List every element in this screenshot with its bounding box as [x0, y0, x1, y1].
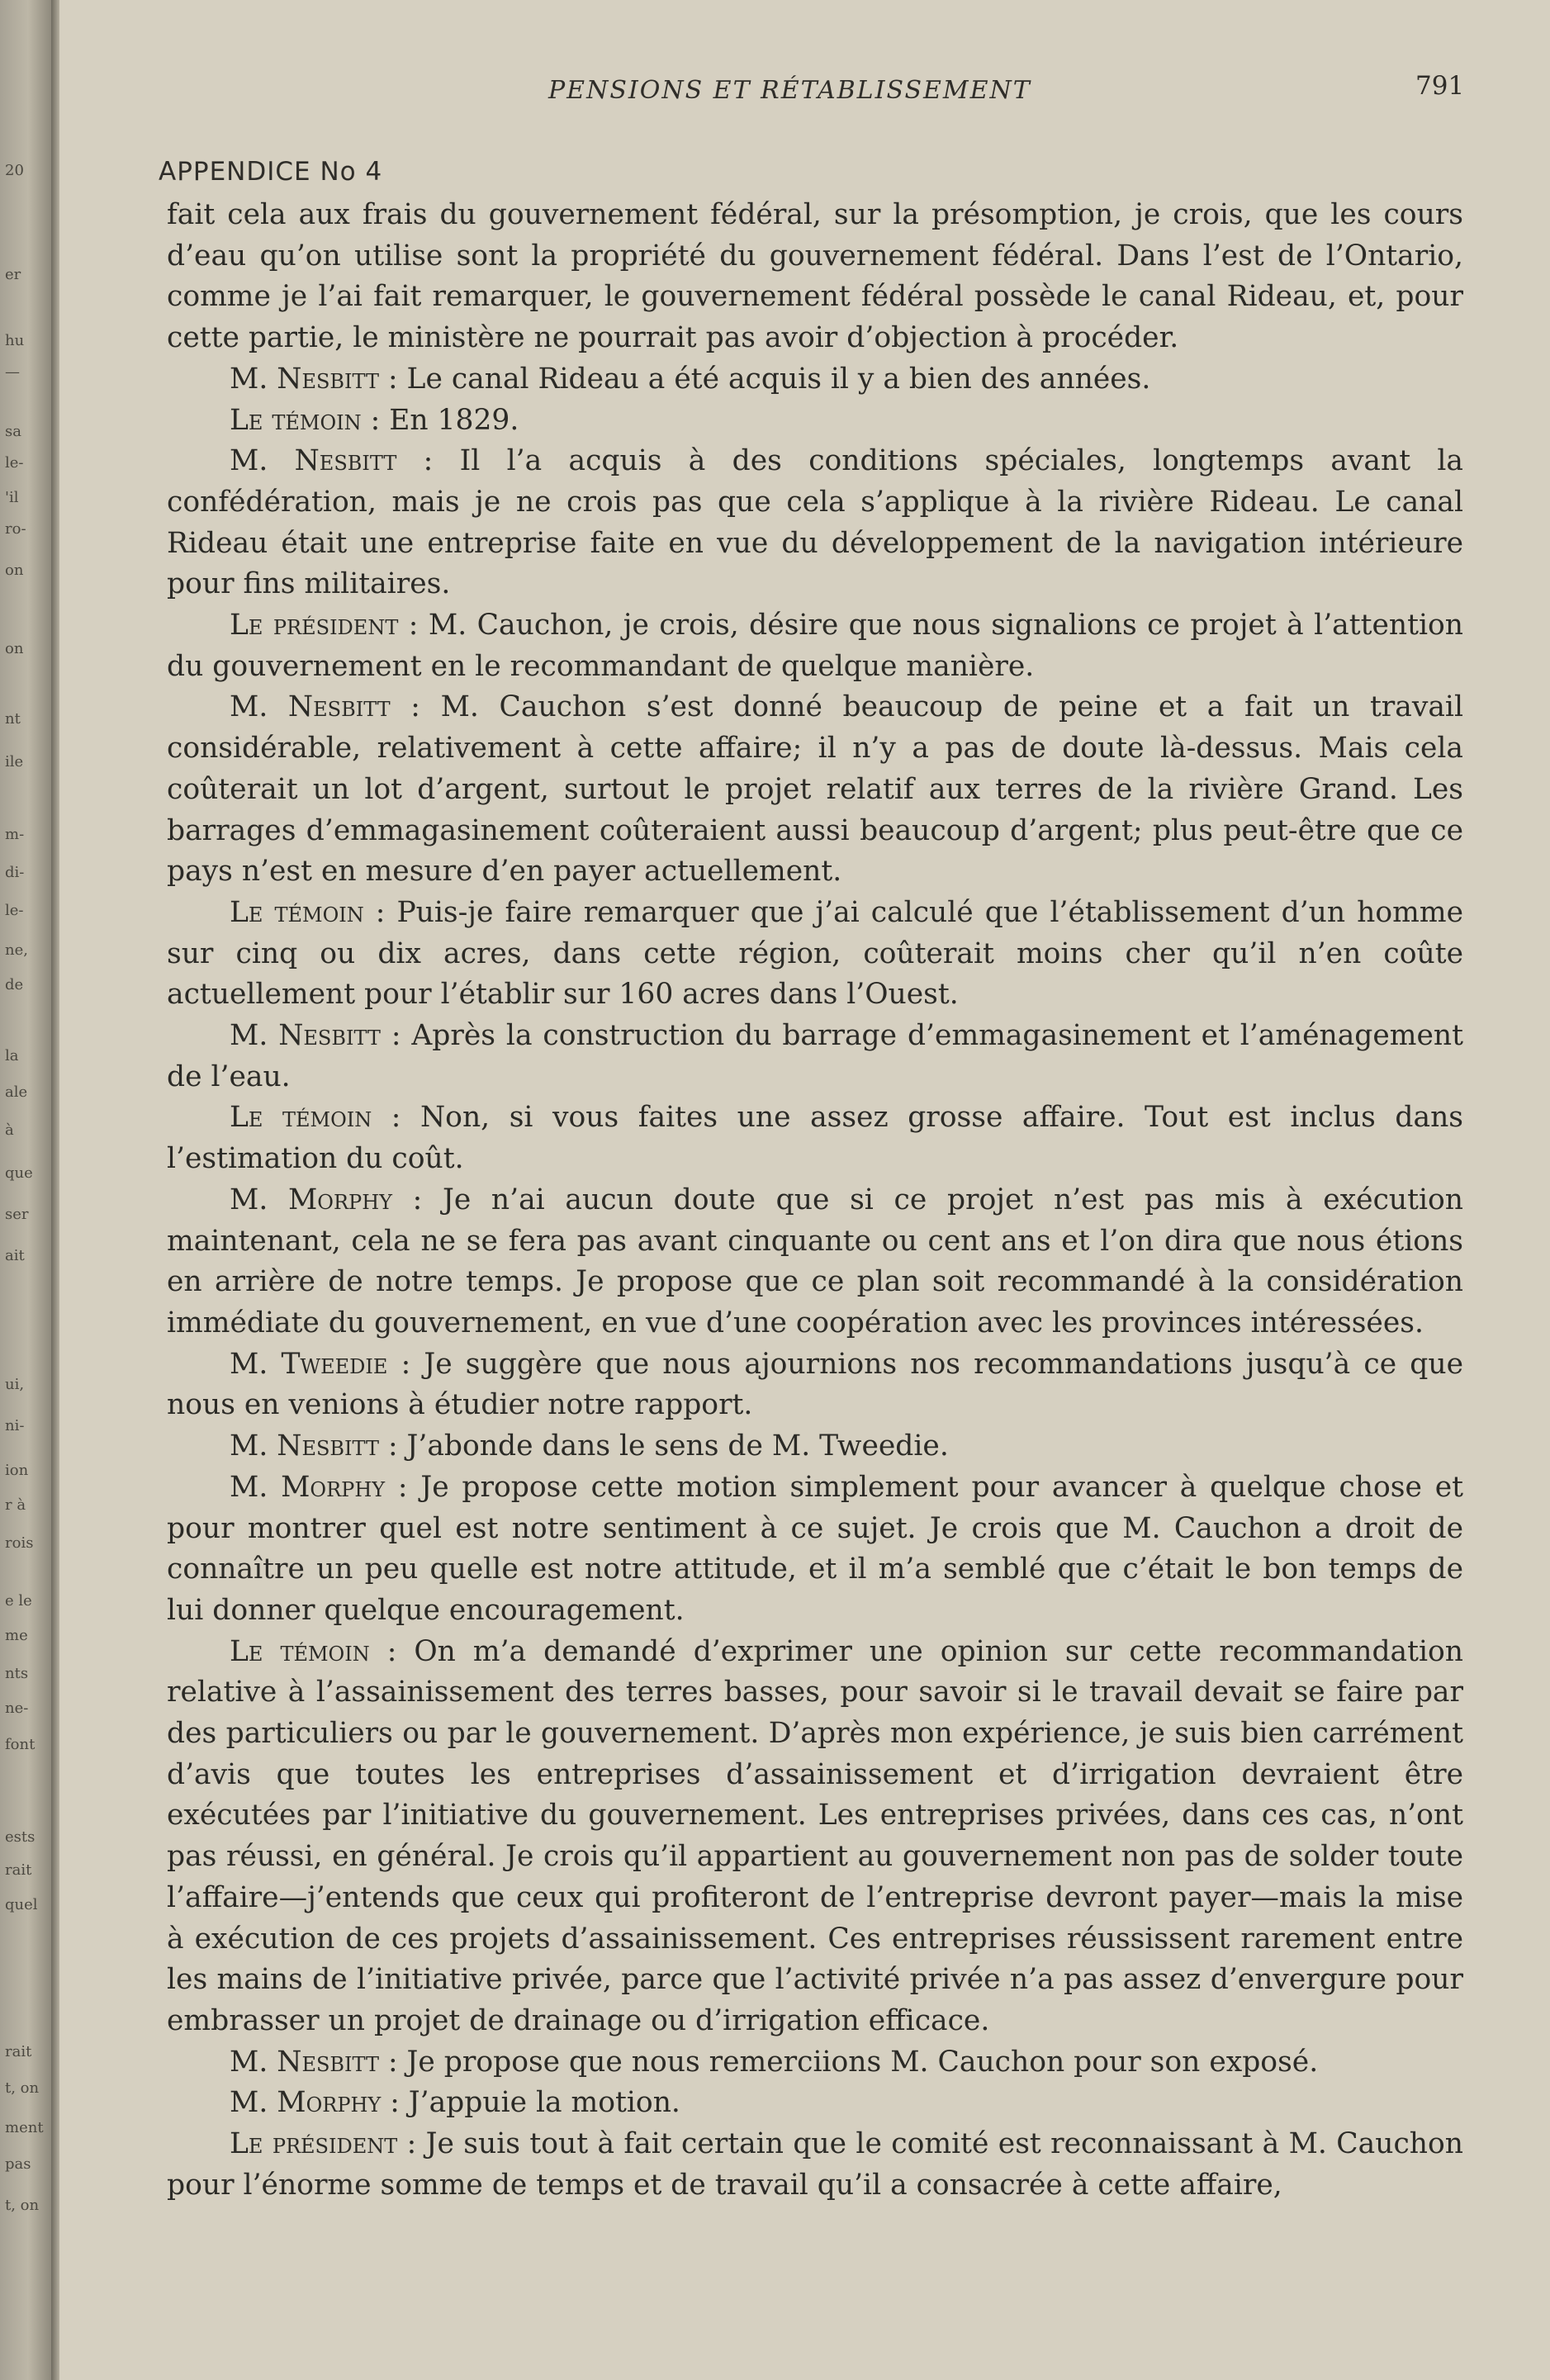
speaker-name: M. Nesbitt :: [230, 1429, 398, 1463]
margin-fragment: r à: [5, 1496, 26, 1514]
speaker-name: M. Tweedie :: [230, 1347, 411, 1381]
speaker-name: Le témoin :: [230, 895, 386, 929]
speaker-name: M. Morphy :: [230, 1470, 408, 1504]
speaker-name: Le président :: [230, 609, 419, 642]
paragraph-text: En 1829.: [380, 403, 519, 437]
paragraph-text: Je suggère que nous ajournions nos recommandations jusqu’à ce que nous en venions à étudier notre rapport.: [167, 1347, 1463, 1422]
speaker-name: M. Morphy :: [230, 1183, 423, 1216]
margin-fragment: ser: [5, 1206, 29, 1223]
margin-fragment: rois: [5, 1534, 34, 1552]
testimony-paragraph: [167, 1180, 1463, 1344]
margin-fragment: 'il: [5, 489, 19, 506]
testimony-paragraph: [167, 1016, 1463, 1098]
margin-fragment: —: [5, 363, 20, 381]
margin-fragment: hu: [5, 332, 25, 349]
paragraph-text: M. Cauchon, je crois, désire que nous signalions ce projet à l’attention du gouvernement en le recommandant de quelque manière.: [167, 609, 1464, 683]
body-text: [167, 195, 1463, 2206]
paragraph-text: On m’a demandé d’exprimer une opinion sur cette recommandation relative à l’assainissement des terres basses, pour savoir si le travail devait se faire par des particuliers ou par le gouvernement. D’après mon expérience, je suis bien carrément d’avis que toutes les entreprises d’assainissement et d’irrigation devraient être exécutées par l’initiative du gouvernement. Les entreprises privées, dans ces cas, n’ont pas réussi, en général. Je crois qu’il appartient au gouvernement non pas de solder toute l’affaire—j’entends que ceux qui profiteront de l’entreprise devront payer—mais la mise à exécution de ces projets d’assainissement. Ces entreprises réussissent rarement entre les mains de l’initiative privée, parce que l’activité privée n’a pas assez d’envergure pour embrasser un projet de drainage ou d’irrigation efficace.: [167, 1634, 1463, 2037]
book-spine-shadow: [51, 0, 59, 2380]
paragraph-text: Je propose que nous remerciions M. Cauchon pour son exposé.: [397, 2045, 1319, 2079]
speaker-name: M. Nesbitt :: [230, 1019, 401, 1053]
testimony-paragraph: [167, 2083, 1463, 2124]
margin-fragment: ests: [5, 1828, 36, 1846]
speaker-name: Le témoin :: [230, 1101, 401, 1135]
margin-fragment: sa: [5, 423, 21, 440]
testimony-paragraph: [167, 1467, 1463, 1632]
testimony-paragraph: [167, 441, 1463, 605]
testimony-paragraph: [167, 1632, 1463, 2042]
margin-fragment: ion: [5, 1462, 29, 1479]
document-page: [59, 0, 1550, 2380]
speaker-name: M. Morphy :: [230, 2086, 400, 2120]
testimony-paragraph: [167, 359, 1463, 401]
margin-fragment: la: [5, 1047, 19, 1064]
testimony-paragraph: [167, 2042, 1463, 2084]
margin-fragment: t, on: [5, 2079, 40, 2097]
testimony-paragraph: [167, 687, 1463, 893]
margin-fragment: le-: [5, 902, 24, 919]
left-margin-previous-page: [0, 0, 51, 2380]
margin-fragment: di-: [5, 864, 25, 881]
margin-fragment: nt: [5, 710, 21, 728]
margin-fragment: ment: [5, 2119, 44, 2136]
margin-fragment: me: [5, 1627, 28, 1644]
margin-fragment: rait: [5, 2043, 32, 2060]
paragraph-text: Je suis tout à fait certain que le comité est reconnaissant à M. Cauchon pour l’énorme somme de temps et de travail qu’il a consacrée à cette affaire,: [167, 2127, 1463, 2202]
testimony-paragraph: [167, 1098, 1463, 1179]
margin-fragment: ait: [5, 1247, 25, 1264]
margin-fragment: ui,: [5, 1376, 25, 1393]
margin-fragment: on: [5, 562, 24, 579]
continued-paragraph: [167, 195, 1463, 359]
testimony-paragraph: [167, 1426, 1463, 1467]
paragraph-text: Après la construction du barrage d’emmagasinement et l’aménagement de l’eau.: [167, 1019, 1463, 1093]
speaker-name: M. Nesbitt :: [230, 362, 398, 396]
paragraph-text: Je propose cette motion simplement pour avancer à quelque chose et pour montrer quel est notre sentiment à ce sujet. Je crois que M. Cauchon a droit de connaître un peu quelle est notre attitude, et il m’a semblé que c’était le bon temps de lui donner quelque encouragement.: [167, 1470, 1463, 1627]
margin-fragment: ro-: [5, 520, 26, 538]
speaker-name: M. Nesbitt :: [230, 444, 434, 478]
paragraph-text: Puis-je faire remarquer que j’ai calculé que l’établissement d’un homme sur cinq ou dix acres, dans cette région, coûterait moins cher qu’il n’en coûte actuellement pour l’établir sur 160 acres dans l’Ouest.: [167, 895, 1463, 1012]
margin-fragment: font: [5, 1736, 36, 1753]
paragraph-text: J’abonde dans le sens de M. Tweedie.: [397, 1429, 949, 1463]
margin-fragment: à: [5, 1121, 14, 1139]
speaker-name: Le témoin :: [230, 1634, 397, 1668]
running-title: PENSIONS ET RÉTABLISSEMENT: [548, 76, 1031, 105]
testimony-paragraph: [167, 1344, 1463, 1426]
margin-fragment: on: [5, 640, 24, 657]
margin-fragment: m-: [5, 826, 25, 843]
margin-fragment: ale: [5, 1083, 28, 1101]
margin-fragment: ne,: [5, 941, 28, 959]
margin-fragment: nts: [5, 1665, 29, 1682]
margin-fragment: que: [5, 1164, 33, 1182]
margin-fragment: ni-: [5, 1417, 25, 1434]
speaker-name: M. Nesbitt :: [230, 690, 420, 724]
testimony-paragraph: [167, 605, 1463, 687]
paragraph-text: J’appuie la motion.: [399, 2086, 680, 2120]
appendix-label: APPENDICE No 4: [159, 157, 383, 187]
speaker-name: Le témoin :: [230, 403, 381, 437]
paragraph-text: Non, si vous faites une assez grosse affaire. Tout est inclus dans l’estimation du coût.: [167, 1101, 1464, 1176]
page-number: 791: [1415, 71, 1465, 101]
testimony-paragraph: [167, 2124, 1463, 2206]
margin-fragment: de: [5, 976, 24, 993]
paragraph-text: Le canal Rideau a été acquis il y a bien des années.: [397, 362, 1151, 396]
margin-fragment: pas: [5, 2155, 31, 2173]
testimony-paragraph: [167, 401, 1463, 442]
testimony-paragraph: [167, 893, 1463, 1016]
margin-fragment: er: [5, 266, 21, 283]
margin-fragment: le-: [5, 454, 24, 472]
margin-fragment: 20: [5, 162, 24, 179]
margin-fragment: ne-: [5, 1700, 29, 1717]
margin-fragment: quel: [5, 1896, 38, 1913]
margin-fragment: rait: [5, 1861, 32, 1879]
paragraph-text: Je n’ai aucun doute que si ce projet n’est pas mis à exécution maintenant, cela ne se fera pas avant cinquante ou cent ans et l’on dira que nous étions en arrière de notre temps. Je propose que ce plan soit recommandé à la considération immédiate du gouvernement, en vue d’une coopération avec les provinces intéressées.: [167, 1183, 1463, 1339]
paragraph-text: M. Cauchon s’est donné beaucoup de peine et a fait un travail considérable, relativement à cette affaire; il n’y a pas de doute là-dessus. Mais cela coûterait un lot d’argent, surtout le projet relatif aux terres de la rivière Grand. Les barrages d’emmagasinement coûteraient aussi beaucoup d’argent; plus peut-être que ce pays n’est en mesure d’en payer actuellement.: [167, 690, 1463, 889]
margin-fragment: e le: [5, 1592, 32, 1610]
margin-fragment: t, on: [5, 2197, 40, 2214]
paragraph-text: Il l’a acquis à des conditions spéciales, longtemps avant la confédération, mais je ne crois pas que cela s’applique à la rivière Rideau. Le canal Rideau était une entreprise faite en vue du développement de la navigation intérieure pour fins militaires.: [167, 444, 1463, 601]
paragraph-text: fait cela aux frais du gouvernement fédéral, sur la présomption, je crois, que les cours d’eau qu’on utilise sont la propriété du gouvernement fédéral. Dans l’est de l’Ontario, comme je l’ai fait remarquer, le gouvernement fédéral possède le canal Rideau, et, pour cette partie, le ministère ne pourrait pas avoir d’objection à procéder.: [167, 198, 1463, 355]
speaker-name: Le président :: [230, 2127, 417, 2161]
margin-fragment: ile: [5, 753, 24, 770]
speaker-name: M. Nesbitt :: [230, 2045, 398, 2079]
